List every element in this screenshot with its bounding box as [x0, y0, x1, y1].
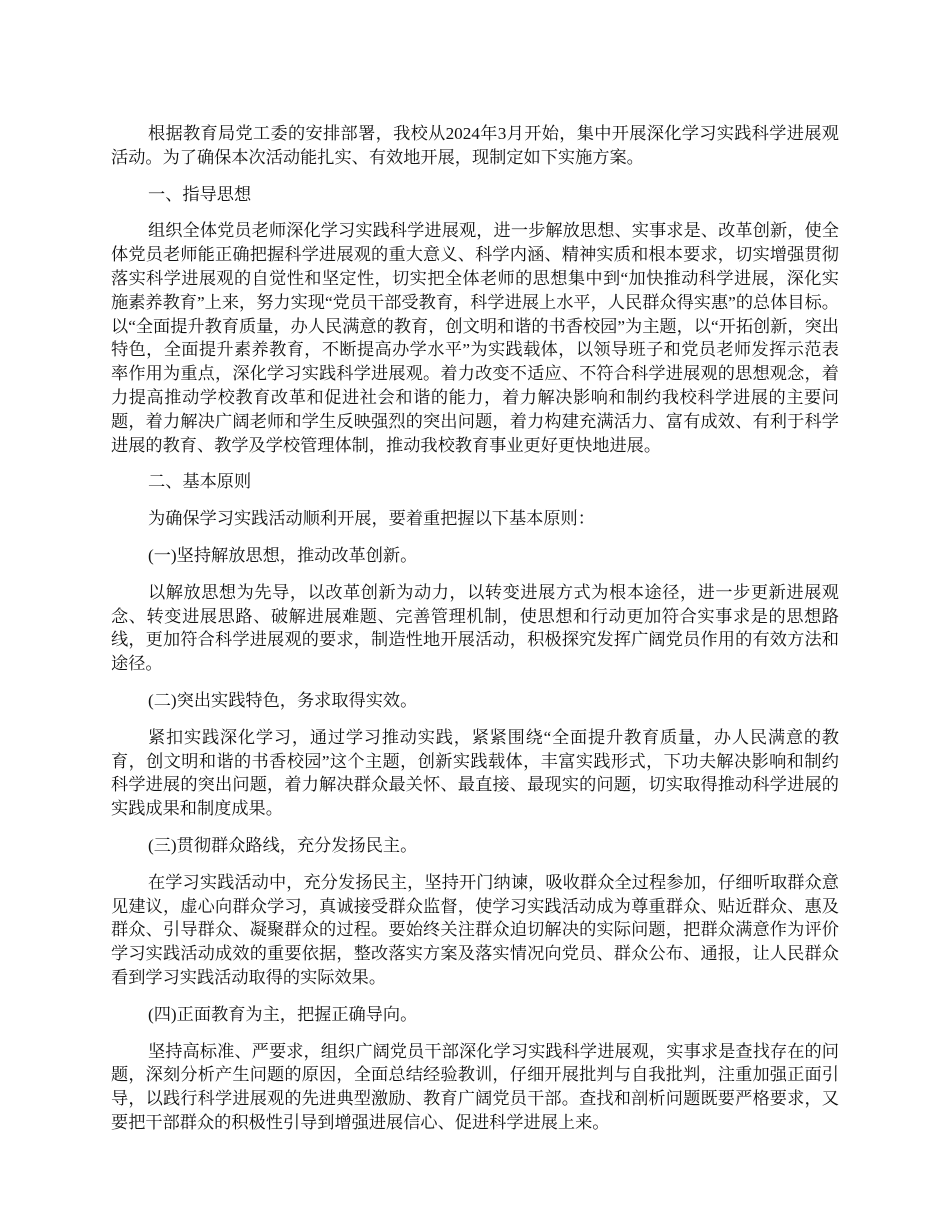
principle-heading-1: (一)坚持解放思想，推动改革创新。: [148, 545, 418, 565]
principle-heading-2: (二)突出实践特色，务求取得实效。: [148, 690, 418, 710]
guiding-ideology-paragraph: 组织全体党员老师深化学习实践科学进展观，进一步解放思想、实事求是、改革创新，使全体党员老师能正确把握科学进展观的重大意义、科学内涵、精神实质和根本要求，切实增强贯彻落实科学进展观的自觉性和坚定性，切实把全体老师的思想集中到“加快推动科学进展，深化实施素养教育”上来，努力实现“党员干部受教育，科学进展上水平，人民群众得实惠”的总体目标。以“全面提升教育质量，办人民满意的教育，创文明和谐的书香校园”为主题，以“开拓创新，突出特色，全面提升素养教育，不断提高办学水平”为实践载体，以领导班子和党员老师发挥示范表率作用为重点，深化学习实践科学进展观。着力改变不适应、不符合科学进展观的思想观念，着力提高推动学校教育改革和促进社会和谐的能力，着力解决影响和制约我校科学进展的主要问题，着力解决广阔老师和学生反映强烈的突出问题，着力构建充满活力、富有成效、有利于科学进展的教育、教学及学校管理体制，推动我校教育事业更好更快地进展。: [111, 221, 839, 455]
intro-paragraph: 根据教育局党工委的安排部署，我校从2024年3月开始，集中开展深化学习实践科学进展观活动。为了确保本次活动能扎实、有效地开展，现制定如下实施方案。: [111, 124, 839, 167]
section-heading-basic-principles: 二、基本原则: [148, 472, 252, 492]
principle-paragraph-2: 紧扣实践深化学习，通过学习推动实践，紧紧围绕“全面提升教育质量，办人民满意的教育，创文明和谐的书香校园”这个主题，创新实践载体，丰富实践形式，下功夫解决影响和制约科学进展的突出问题，着力解决群众最关怀、最直接、最现实的问题，切实取得推动科学进展的实践成果和制度成果。: [111, 727, 839, 819]
principle-paragraph-3: 在学习实践活动中，充分发扬民主，坚持开门纳谏，吸收群众全过程参加，仔细听取群众意见建议，虚心向群众学习，真诚接受群众监督，使学习实践活动成为尊重群众、贴近群众、惠及群众、引导群众、凝聚群众的过程。要始终关注群众迫切解决的实际问题，把群众满意作为评价学习实践活动成效的重要依据，整改落实方案及落实情况向党员、群众公布、通报，让人民群众看到学习实践活动取得的实际效果。: [111, 872, 839, 987]
principle-paragraph-4: 坚持高标准、严要求，组织广阔党员干部深化学习实践科学进展观，实事求是查找存在的问题，深刻分析产生问题的原因，全面总结经验教训，仔细开展批判与自我批判，注重加强正面引导，以践行科学进展观的先进典型激励、教育广阔党员干部。查找和剖析问题既要严格要求，又要把干部群众的积极性引导到增强进展信心、促进科学进展上来。: [111, 1041, 839, 1132]
principles-intro-paragraph: 为确保学习实践活动顺利开展，要着重把握以下基本原则：: [148, 509, 595, 529]
principle-heading-4: (四)正面教育为主，把握正确导向。: [148, 1004, 418, 1024]
principle-heading-3: (三)贯彻群众路线，充分发扬民主。: [148, 835, 418, 855]
document-page: [111, 122, 839, 1148]
section-heading-guiding-ideology: 一、指导思想: [148, 184, 252, 204]
principle-paragraph-1: 以解放思想为先导，以改革创新为动力，以转变进展方式为根本途径，进一步更新进展观念、转变进展思路、破解进展难题、完善管理机制，使思想和行动更加符合实事求是的思想路线，更加符合科学进展观的要求，制造性地开展活动，积极探究发挥广阔党员作用的有效方法和途径。: [111, 582, 839, 674]
